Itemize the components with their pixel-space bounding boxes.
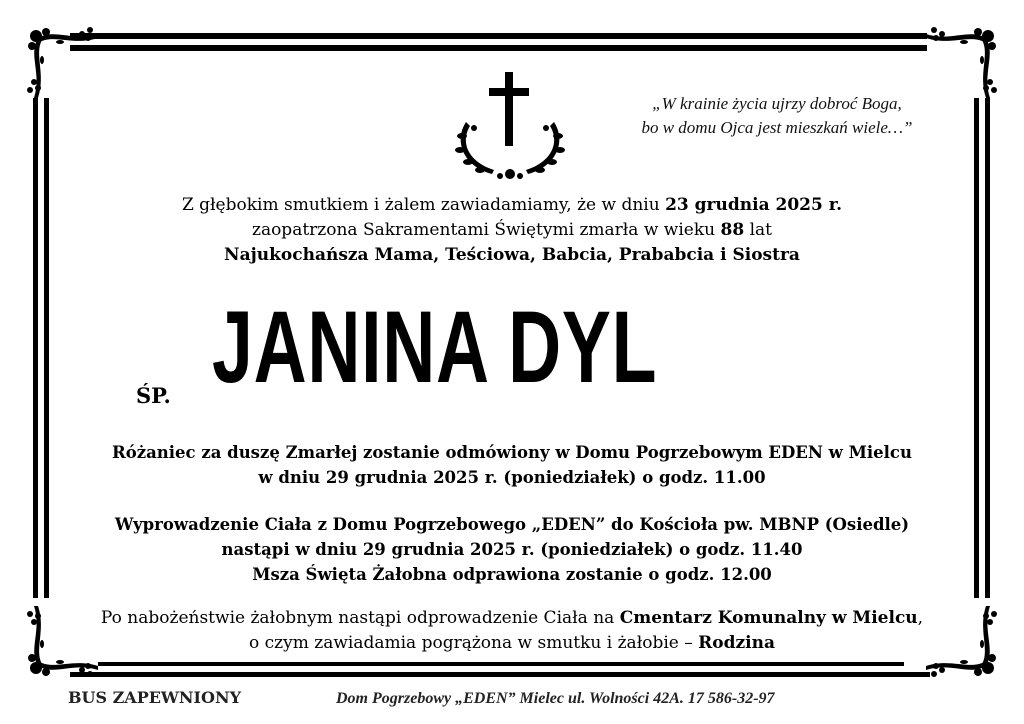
closing-line-1 (80, 606, 944, 631)
rosary-line-2: w dniu 29 grudnia 2025 r. (poniedziałek) o godz. 11.00 (258, 468, 766, 487)
funeral-line-1: Wyprowadzenie Ciała z Domu Pogrzebowego „EDEN” do Kościoła pw. MBNP (Osiedle) (114, 515, 910, 534)
cross-icon (448, 70, 572, 182)
intro-line-1 (100, 193, 924, 218)
floral-corner-icon (24, 24, 102, 102)
family: Rodzina (698, 633, 775, 653)
closing-line-2 (80, 631, 944, 656)
funeral-info (80, 512, 944, 587)
frame-left-bar-outer (33, 98, 38, 598)
intro-line-2 (100, 218, 924, 243)
deceased-name-box (212, 292, 772, 402)
frame-bottom-bar-outer (70, 672, 930, 677)
honorific: ŚP. (136, 383, 171, 408)
rosary-line-1: Różaniec za duszę Zmarłej zostanie odmówiony w Domu Pogrzebowym EDEN w Mielcu (112, 443, 912, 462)
quote-line-2: bo w domu Ojca jest mieszkań wiele…” (641, 118, 913, 137)
funeral-home-contact: Dom Pogrzebowy „EDEN” Mielec ul. Wolności 42A. 17 586-32-97 (336, 690, 775, 707)
bus-notice: BUS ZAPEWNIONY (68, 688, 241, 707)
scripture-quote (612, 92, 942, 140)
closing-line-2-text: o czym zawiadamia pogrążona w smutku i żałobie – (249, 633, 699, 653)
age: 88 (720, 220, 745, 240)
relations-line: Najukochańsza Mama, Teściowa, Babcia, Prababcia i Siostra (224, 245, 800, 265)
frame-right-bar-inner (974, 98, 979, 598)
intro-line-2-end: lat (744, 220, 772, 240)
funeral-line-3: Msza Święta Żałobna odprawiona zostanie o godz. 12.00 (252, 565, 772, 584)
frame-top-bar-outer (70, 33, 927, 39)
death-date: 23 grudnia 2025 r. (665, 195, 843, 215)
closing-info (80, 606, 944, 656)
frame-bottom-bar-inner (98, 662, 904, 666)
rosary-info (80, 440, 944, 490)
announcement-intro (100, 193, 924, 268)
quote-line-1: „W krainie życia ujrzy dobroć Boga, (652, 94, 902, 113)
closing-line-1-text: Po nabożeństwie żałobnym nastąpi odprowadzenie Ciała na (100, 608, 620, 628)
funeral-line-2: nastąpi w dniu 29 grudnia 2025 r. (poniedziałek) o godz. 11.40 (221, 540, 803, 559)
cemetery: Cmentarz Komunalny w Mielcu (619, 608, 918, 628)
frame-top-bar-inner (70, 45, 927, 51)
closing-line-1-end: , (917, 608, 924, 628)
intro-line-2-text: zaopatrzona Sakramentami Świętymi zmarła w wieku (251, 220, 721, 240)
frame-right-bar-outer (985, 98, 990, 598)
frame-left-bar-inner (44, 98, 49, 598)
floral-corner-icon (922, 24, 1000, 102)
intro-line-1-text: Z głębokim smutkiem i żalem zawiadamiamy, że w dniu (181, 195, 666, 215)
deceased-name: JANINA DYL (212, 290, 658, 404)
